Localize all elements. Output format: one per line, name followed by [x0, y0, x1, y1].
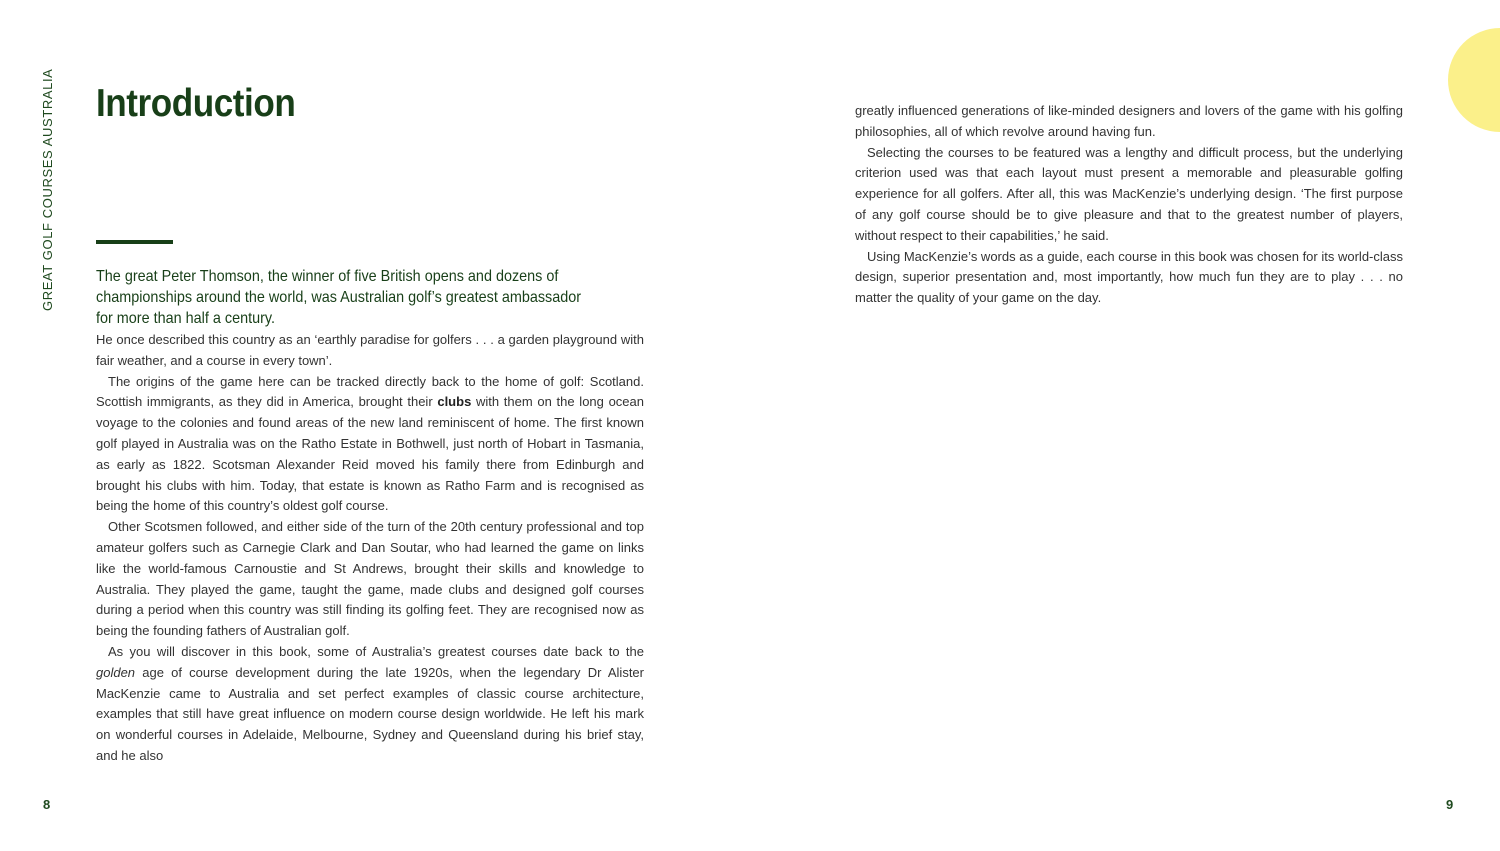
bold-term: clubs	[437, 394, 472, 410]
running-header-vertical: GREAT GOLF COURSES AUSTRALIA	[40, 68, 55, 311]
body-paragraph: Other Scotsmen followed, and either side of the turn of the 20th century professional and top amateur golfers such as Carnegie Clark and Dan Soutar, who had learned the game on links like the world-famous Carnoustie and St Andrews, brought their skills and knowledge to Australia. They played the game, taught the game, made clubs and designed golf courses during a period when this country was still finding its golfing feet. They are recognised now as being the founding fathers of Australian golf.	[96, 519, 644, 639]
italic-term: golden	[96, 664, 136, 680]
lede-paragraph: The great Peter Thomson, the winner of five British opens and dozens of championships around the world, was Australian golf’s greatest ambassador for more than half a century.	[96, 268, 582, 327]
decorative-yellow-circle	[1448, 28, 1500, 132]
page-title: Introduction	[96, 82, 296, 125]
body-paragraph: Selecting the courses to be featured was a lengthy and difficult process, but the underlying criterion used was that each layout must present a memorable and pleasurable golfing experience for all golfers. After all, this was MacKenzie’s underlying design. ‘The first purpose of any golf course should be to give pleasure and that to the greatest number of players, without respect to their capabilities,’ he said.	[855, 144, 1403, 243]
body-paragraph: As you will discover in this book, some of Australia’s greatest courses date back to the golden age of course development during the late 1920s, when the legendary Dr Alister MacKenzie came to Australia and set perfect examples of classic course architecture, examples that still have great influence on modern course design worldwide. He left his mark on wonderful courses in Adelaide, Melbourne, Sydney and Queensland during his brief stay, and he also	[96, 643, 644, 763]
body-paragraph: The origins of the game here can be tracked directly back to the home of golf: Scotland. Scottish immigrants, as they did in America, brought their clubs with them on the long ocean voyage to the colonies and found areas of the new land reminiscent of home. The first known golf played in Australia was on the Ratho Estate in Bothwell, just north of Hobart in Tasmania, as early as 1822. Scotsman Alexander Reid moved his family there from Edinburgh and brought his clubs with him. Today, that estate is known as Ratho Farm and is recognised as being the home of this country’s oldest golf course.	[96, 373, 644, 514]
left-body-column	[96, 330, 644, 767]
page-number-right: 9	[1446, 797, 1454, 812]
title-divider	[96, 240, 173, 244]
body-paragraph: He once described this country as an ‘earthly paradise for golfers . . . a garden playground with fair weather, and a course in every town’.	[96, 332, 644, 368]
right-body-column	[855, 101, 1403, 309]
body-paragraph: Using MacKenzie’s words as a guide, each course in this book was chosen for its world-class design, superior presentation and, most importantly, how much fun they are to play . . . no matter the quality of your game on the day.	[855, 248, 1403, 306]
page-number-left: 8	[43, 797, 51, 812]
body-paragraph: greatly influenced generations of like-minded designers and lovers of the game with his golfing philosophies, all of which revolve around having fun.	[855, 103, 1403, 139]
